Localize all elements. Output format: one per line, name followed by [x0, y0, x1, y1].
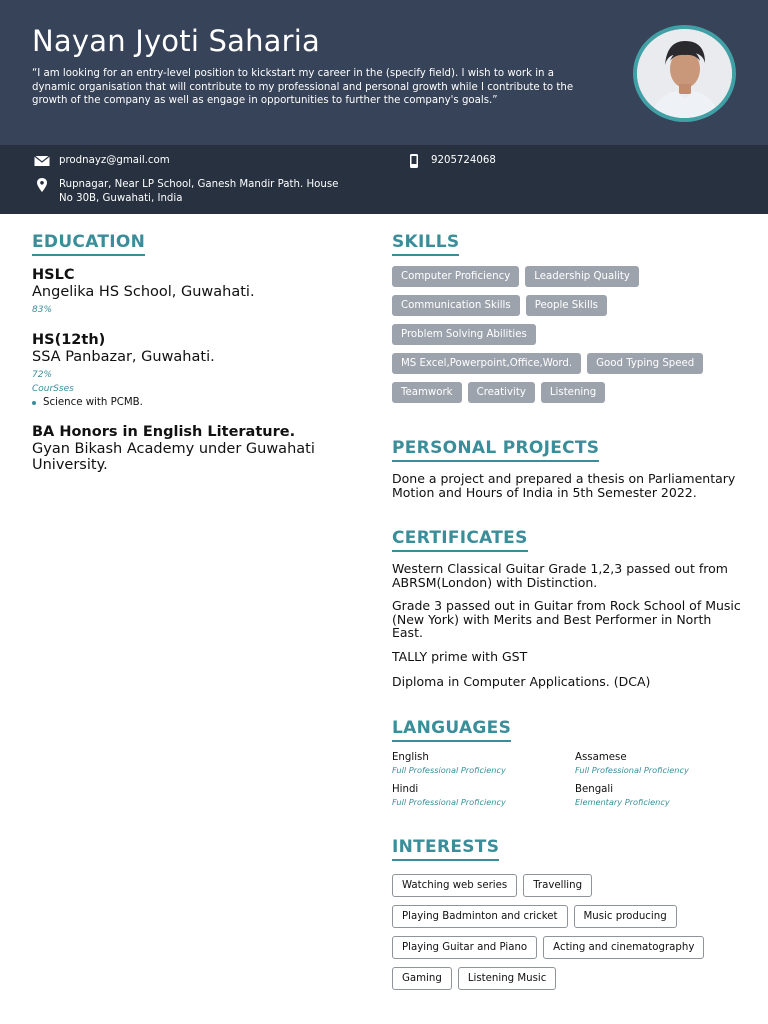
education-school: SSA Panbazar, Guwahati.: [32, 349, 215, 365]
education-grade: 83%: [32, 305, 53, 315]
language-item: [575, 784, 742, 808]
education-item: [32, 267, 352, 315]
skill-tag: Teamwork: [392, 382, 462, 403]
interest-tag: Playing Guitar and Piano: [392, 936, 537, 959]
interest-tag: Watching web series: [392, 874, 517, 897]
email-text[interactable]: prodnayz@gmail.com: [59, 155, 170, 166]
interest-tag: Acting and cinematography: [543, 936, 704, 959]
career-objective: “I am looking for an entry-level position to kickstart my career in the (specify field). I wish to work in a dynamic organisation that will contribute to my professional and personal growth while I contribute to the growth of the company as well as engage in opportunities to further the company's goals.”: [32, 68, 574, 106]
skill-tag: Communication Skills: [392, 295, 520, 316]
language-name: Bengali: [575, 783, 614, 795]
education-degree: HSLC: [32, 267, 75, 283]
skill-tag: Creativity: [468, 382, 535, 403]
certificate-item: Western Classical Guitar Grade 1,2,3 passed out from ABRSM(London) with Distinction.: [392, 561, 728, 590]
profile-photo: [633, 25, 736, 122]
skills-heading: SKILLS: [392, 232, 459, 256]
skill-tag: People Skills: [526, 295, 607, 316]
map-pin-icon: [34, 178, 50, 192]
education-school: Gyan Bikash Academy under Guwahati University.: [32, 441, 315, 473]
interest-tag: Gaming: [392, 967, 452, 990]
certificates-heading: CERTIFICATES: [392, 528, 528, 552]
languages-list: [392, 752, 742, 808]
certificate-item: Diploma in Computer Applications. (DCA): [392, 674, 651, 689]
interests-list: [392, 873, 742, 997]
language-item: [392, 752, 575, 776]
skills-list: [392, 264, 742, 409]
person-photo-icon: [637, 29, 732, 118]
interest-tag: Music producing: [574, 905, 677, 928]
education-degree: HS(12th): [32, 332, 106, 348]
projects-heading: PERSONAL PROJECTS: [392, 438, 599, 462]
language-name: Hindi: [392, 783, 419, 795]
candidate-name: Nayan Jyoti Saharia: [32, 24, 320, 58]
bullet-icon: [32, 401, 36, 405]
courses-label: CourSses: [32, 384, 74, 394]
course-text: Science with PCMB.: [43, 397, 143, 408]
language-level: Full Professional Proficiency: [392, 764, 506, 775]
skill-tag: Leadership Quality: [525, 266, 639, 287]
contact-phone: [406, 154, 496, 168]
education-item: [32, 424, 352, 473]
skill-tag: Good Typing Speed: [587, 353, 703, 374]
education-school: Angelika HS School, Guwahati.: [32, 284, 255, 300]
mobile-phone-icon: [406, 154, 422, 168]
left-column: [32, 232, 352, 473]
contact-email: [34, 154, 170, 168]
course-item: [32, 397, 352, 408]
education-grade: 72%: [32, 370, 53, 380]
certificate-item: Grade 3 passed out in Guitar from Rock School of Music (New York) with Merits and Best Performer in North East.: [392, 598, 741, 640]
language-item: [392, 784, 575, 808]
language-name: English: [392, 751, 429, 763]
education-degree: BA Honors in English Literature.: [32, 424, 296, 440]
language-level: Full Professional Proficiency: [575, 764, 689, 775]
contact-address: [34, 178, 354, 205]
phone-text[interactable]: 9205724068: [431, 155, 496, 166]
language-name: Assamese: [575, 751, 627, 763]
interests-heading: INTERESTS: [392, 837, 499, 861]
interest-tag: Playing Badminton and cricket: [392, 905, 568, 928]
skill-tag: Computer Proficiency: [392, 266, 519, 287]
certificate-item: TALLY prime with GST: [392, 648, 528, 664]
address-text: Rupnagar, Near LP School, Ganesh Mandir Path. House No 30B, Guwahati, India: [59, 179, 339, 204]
interest-tag: Travelling: [523, 874, 592, 897]
resume-header: [0, 0, 768, 145]
languages-heading: LANGUAGES: [392, 718, 511, 742]
skill-tag: MS Excel,Powerpoint,Office,Word.: [392, 353, 581, 374]
contact-bar: [0, 145, 768, 214]
envelope-icon: [34, 154, 50, 168]
interest-tag: Listening Music: [458, 967, 557, 990]
skill-tag: Problem Solving Abilities: [392, 324, 536, 345]
education-item: [32, 332, 352, 408]
education-heading: EDUCATION: [32, 232, 145, 256]
right-column: [392, 232, 742, 997]
skill-tag: Listening: [541, 382, 605, 403]
language-level: Elementary Proficiency: [575, 796, 670, 807]
language-item: [575, 752, 742, 776]
project-description: Done a project and prepared a thesis on Parliamentary Motion and Hours of India in 5th Semester 2022.: [392, 471, 736, 500]
language-level: Full Professional Proficiency: [392, 796, 506, 807]
